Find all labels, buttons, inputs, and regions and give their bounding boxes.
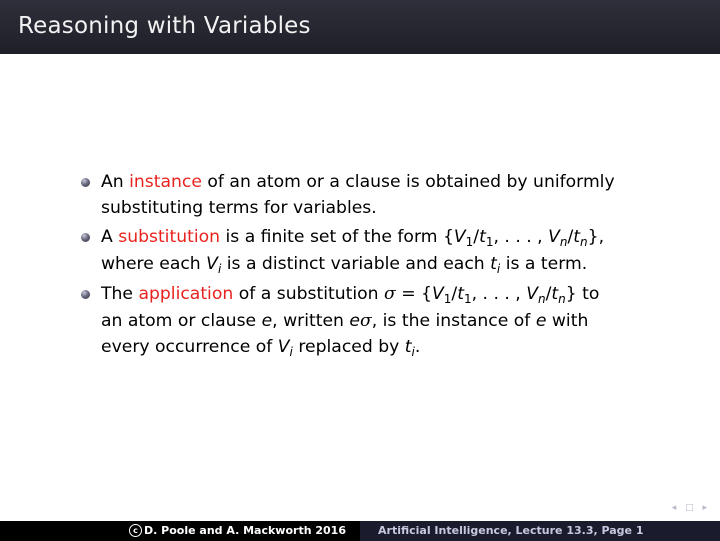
text-segment: , is the instance of xyxy=(371,311,536,331)
text-segment: is a finite set of the form xyxy=(220,227,443,247)
text-segment: An xyxy=(101,172,130,192)
math-var: $V_i$ xyxy=(206,254,222,276)
text-segment: every occurrence of xyxy=(101,337,278,357)
bullet-line xyxy=(101,308,681,334)
bullet-line xyxy=(101,334,681,361)
keyword-application: application xyxy=(138,284,234,304)
bullet-list xyxy=(81,169,681,364)
text-segment: replaced by xyxy=(292,337,405,357)
math-substitution: $\sigma = \{V_1/t_1$, . . . , $V_n/t_n$} xyxy=(384,284,577,306)
text-segment: to xyxy=(576,284,600,304)
text-segment: of a substitution xyxy=(233,284,384,304)
text-segment: The xyxy=(101,284,139,304)
math-var: e xyxy=(535,311,547,331)
keyword-substitution: substitution xyxy=(118,227,221,247)
bullet-line xyxy=(101,281,681,308)
bullet-line xyxy=(101,224,681,251)
bullet-icon xyxy=(81,178,90,187)
footer xyxy=(0,521,720,541)
beamer-nav-icons[interactable]: ◂ □ ▸ xyxy=(671,503,710,513)
math-var: $t_i$ xyxy=(490,254,501,276)
text-segment: . xyxy=(414,337,421,357)
math-var: $t_i$ xyxy=(404,337,415,359)
bullet-line xyxy=(101,251,681,278)
footer-page-info: Artificial Intelligence, Lecture 13.3, Page 1 xyxy=(360,521,720,541)
bullet-item-instance xyxy=(81,169,681,221)
text-segment: of an atom or a clause is obtained by uniformly xyxy=(201,172,615,192)
copyright-icon: c xyxy=(129,524,142,537)
bullet-item-substitution xyxy=(81,224,681,278)
text-segment: is a distinct variable and each xyxy=(221,254,491,274)
footer-author-text: D. Poole and A. Mackworth 2016 xyxy=(144,524,346,537)
keyword-instance: instance xyxy=(129,172,202,192)
math-var: e xyxy=(261,311,273,331)
text-segment: substituting terms for variables. xyxy=(101,198,377,218)
bullet-icon xyxy=(81,233,90,242)
text-segment: A xyxy=(101,227,119,247)
title-bar xyxy=(0,0,720,54)
math-set: {$V_1/t_1$, . . . , $V_n/t_n$}, xyxy=(442,227,605,249)
math-var: $V_i$ xyxy=(277,337,293,359)
text-segment: with xyxy=(546,311,589,331)
bullet-item-application xyxy=(81,281,681,361)
bullet-line xyxy=(101,195,681,221)
bullet-icon xyxy=(81,290,90,299)
text-segment: where each xyxy=(101,254,207,274)
text-segment: , written xyxy=(272,311,350,331)
bullet-line xyxy=(101,169,681,195)
footer-author xyxy=(0,521,360,541)
slide-title: Reasoning with Variables xyxy=(18,13,311,39)
text-segment: is a term. xyxy=(500,254,588,274)
text-segment: an atom or clause xyxy=(101,311,262,331)
math-var: eσ xyxy=(349,311,372,331)
